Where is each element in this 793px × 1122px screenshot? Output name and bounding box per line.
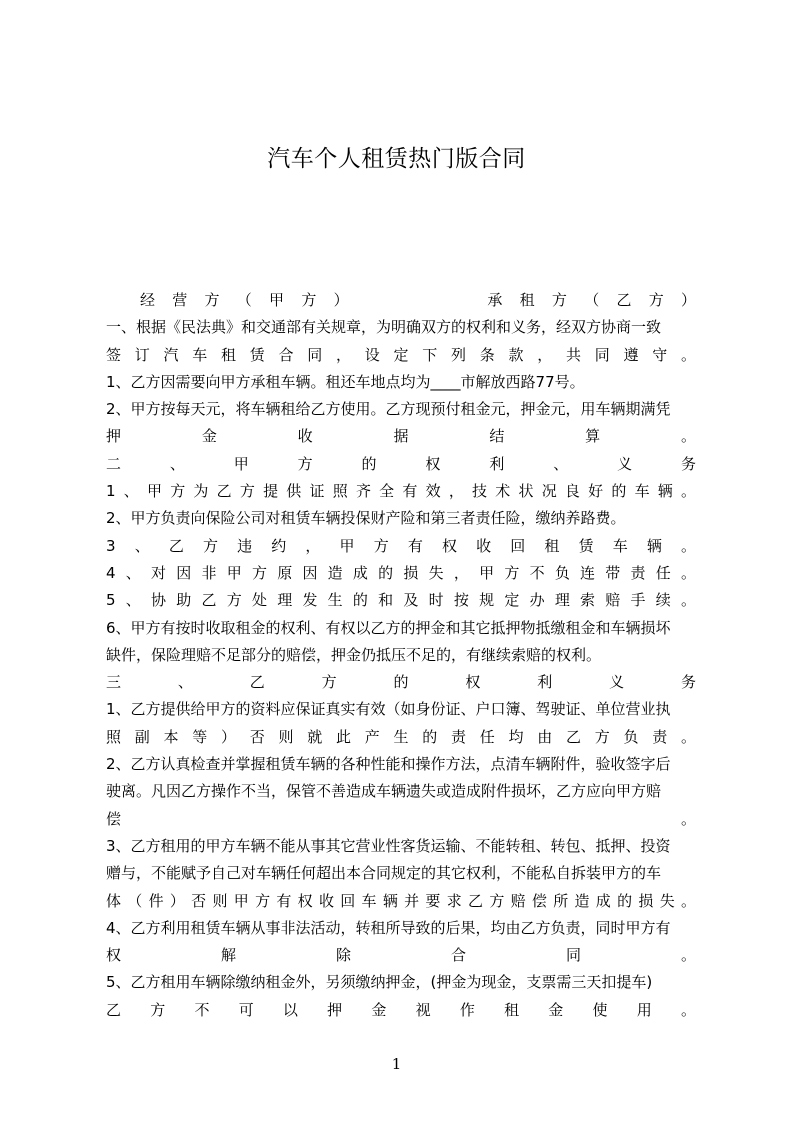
document-title: 汽车个人租赁热门版合同: [267, 146, 526, 172]
body-line: 5、协助乙方处理发生的和及时按规定办理索赔手续。: [106, 591, 696, 610]
body-line: 1、乙方因需要向甲方承租车辆。租还车地点均为____市解放西路77号。: [106, 372, 585, 391]
body-line: 4、乙方利用租赁车辆从事非法活动，转租所导致的后果，均由乙方负责，同时甲方有: [106, 918, 671, 937]
body-line: 签订汽车租赁合同，设定下列条款，共同遵守。: [106, 345, 696, 364]
body-line: 一、根据《民法典》和交通部有关规章，为明确双方的权利和义务，经双方协商一致: [106, 318, 662, 337]
body-line: 4、对因非甲方原因造成的损失，甲方不负连带责任。: [106, 563, 696, 582]
body-line: 押金收据结算。: [106, 427, 696, 446]
body-line: 2、乙方认真检查并掌握租赁车辆的各种性能和操作方法，点清车辆附件，验收签字后: [106, 755, 671, 774]
document-body: [106, 287, 696, 1024]
body-line: 1、乙方提供给甲方的资料应保证真实有效（如身份证、户口簿、驾驶证、单位营业执: [106, 700, 671, 719]
body-line: 缺件，保险理赔不足部分的赔偿，押金仍抵压不足的，有继续索赔的权利。: [106, 645, 602, 664]
body-line: 经营方（甲方） 承租方（乙方）: [140, 291, 696, 309]
body-line: 照副本等）否则就此产生的责任均由乙方负责。: [106, 727, 696, 746]
body-line: 体（件）否则甲方有权收回车辆并要求乙方赔偿所造成的损失。: [106, 891, 696, 910]
body-line: 三、乙方的权利义务: [106, 673, 696, 692]
body-line: 乙方不可以押金视作租金使用。: [106, 1000, 696, 1019]
body-line: 赠与，不能赋予自己对车辆任何超出本合同规定的其它权利，不能私自拆装甲方的车: [106, 864, 662, 883]
body-line: 2、甲方负责向保险公司对租赁车辆投保财产险和第三者责任险，缴纳养路费。: [106, 509, 626, 528]
page-number: 1: [391, 1055, 402, 1073]
body-line: 5、乙方租用车辆除缴纳租金外，另须缴纳押金，(押金为现金，支票需三天扣提车): [106, 973, 653, 992]
body-line: 1、甲方为乙方提供证照齐全有效，技术状况良好的车辆。: [106, 482, 696, 501]
body-line: 权解除合同。: [106, 946, 696, 965]
body-line: 6、甲方有按时收取租金的权利、有权以乙方的押金和其它抵押物抵缴租金和车辆损坏: [106, 618, 671, 637]
body-line: 3、乙方违约，甲方有权收回租赁车辆。: [106, 536, 696, 555]
body-line: 2、甲方按每天元，将车辆租给乙方使用。乙方现预付租金元，押金元，用车辆期满凭: [106, 400, 671, 419]
body-line: 二、甲方的权利、义务: [106, 454, 696, 473]
body-line: 驶离。凡因乙方操作不当，保管不善造成车辆遗失或造成附件损坏，乙方应向甲方赔: [106, 782, 662, 801]
body-line: 偿。: [106, 809, 696, 828]
body-line: 3、乙方租用的甲方车辆不能从事其它营业性客货运输、不能转租、转包、抵押、投资: [106, 836, 671, 855]
